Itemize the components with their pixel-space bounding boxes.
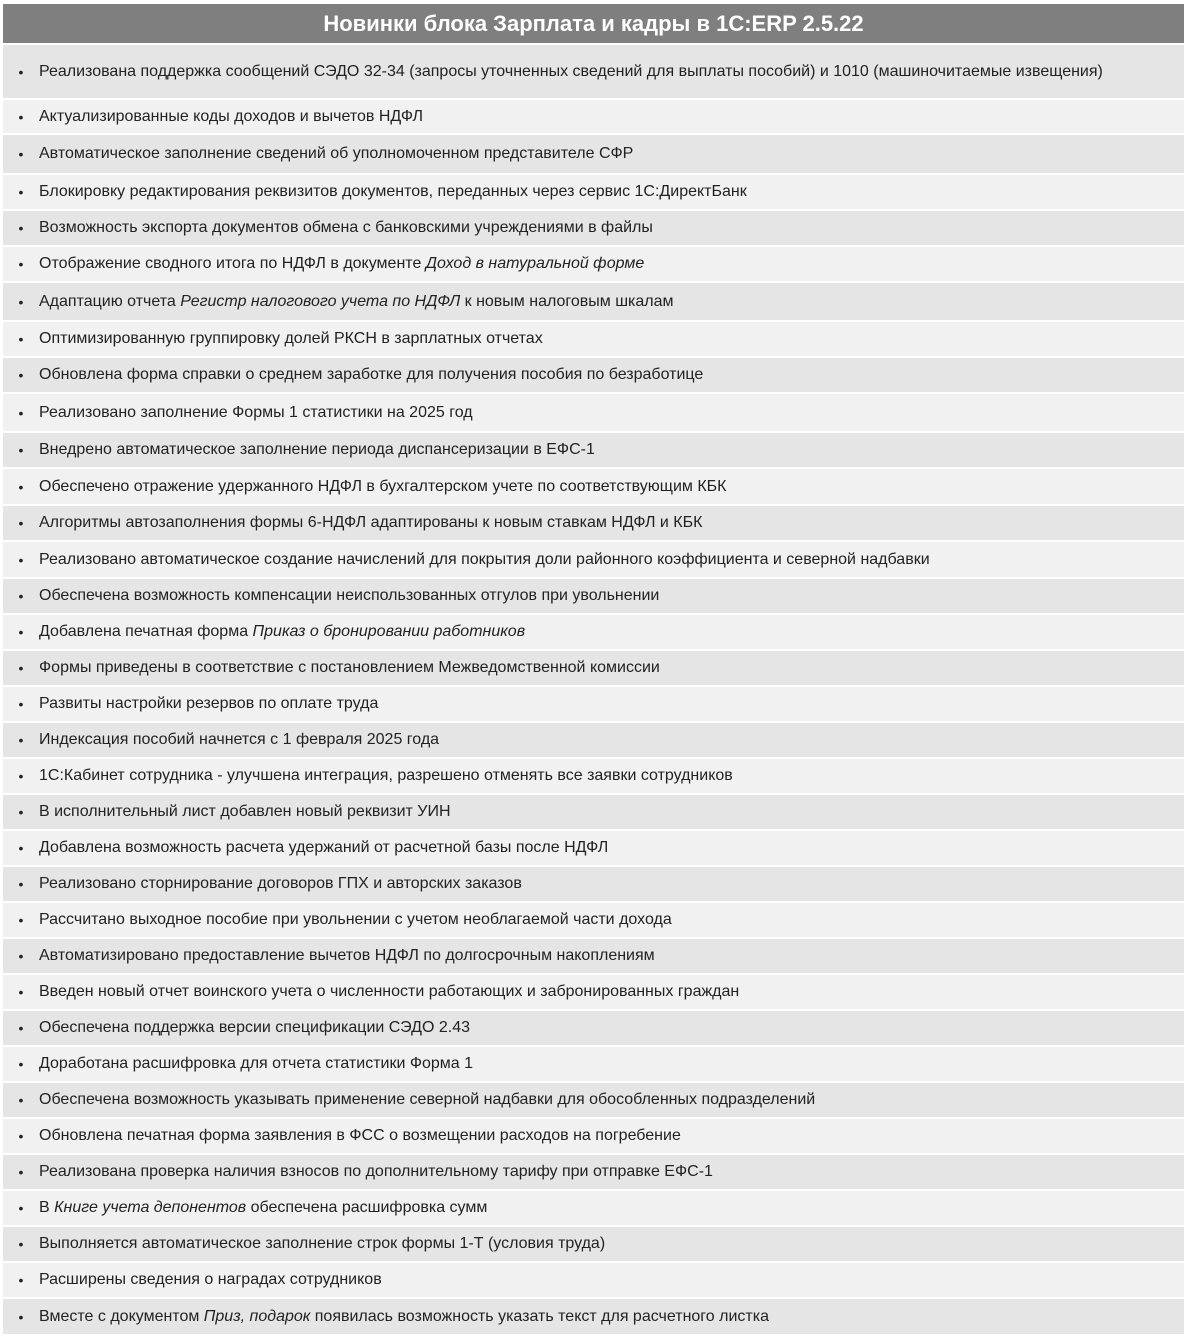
text-segment: Индексация пособий начнется с 1 февраля 2025 года	[39, 731, 440, 748]
text-segment: Автоматизировано предоставление вычетов НДФЛ по долгосрочным накоплениям	[39, 947, 655, 964]
list-item	[3, 506, 1184, 542]
list-item-text	[39, 1017, 1184, 1039]
bullet-icon: •	[18, 515, 24, 531]
list-item-text	[39, 837, 1184, 859]
list-item-text	[39, 439, 1184, 461]
document-name-italic: Регистр налогового учета по НДФЛ	[180, 292, 461, 310]
bullet-icon: •	[18, 948, 24, 964]
text-segment: к новым налоговым шкалам	[460, 292, 674, 310]
text-segment: Блокировку редактирования реквизитов документов, переданных через сервис 1С:ДиректБанк	[39, 183, 747, 200]
bullet-icon: •	[18, 478, 24, 495]
text-segment: Возможность экспорта документов обмена с банковскими учреждениями в файлы	[39, 219, 653, 236]
list-item-text	[39, 217, 1184, 239]
list-item	[3, 975, 1184, 1011]
table-header	[3, 4, 1184, 43]
list-item	[3, 831, 1184, 867]
bullet-icon: •	[18, 1236, 24, 1252]
bullet-icon: •	[18, 732, 24, 748]
text-segment: Актуализированные коды доходов и вычетов НДФЛ	[39, 107, 424, 125]
page-title: Новинки блока Зарплата и кадры в 1С:ERP 2.5.22	[323, 10, 864, 36]
list-item	[3, 469, 1184, 506]
bullet-icon: •	[18, 367, 24, 383]
list-item	[3, 615, 1184, 651]
items-list	[3, 45, 1184, 1336]
bullet-icon: •	[18, 660, 24, 676]
list-item-text	[39, 181, 1184, 203]
list-item	[3, 433, 1184, 469]
bullet-icon: •	[18, 293, 24, 310]
list-item-text	[39, 61, 1184, 83]
text-segment: появилась возможность указать текст для расчетного листка	[310, 1307, 769, 1325]
text-segment: Обновлена печатная форма заявления в ФСС о возмещении расходов на погребение	[39, 1127, 681, 1144]
bullet-icon: •	[18, 1272, 24, 1288]
bullet-icon: •	[18, 184, 24, 200]
document-name-italic: Приказ о бронировании работников	[252, 623, 526, 640]
list-item	[3, 322, 1184, 358]
bullet-icon: •	[18, 1056, 24, 1072]
bullet-icon: •	[18, 1092, 24, 1108]
text-segment: Добавлена печатная форма	[39, 623, 253, 640]
list-item-text	[39, 873, 1184, 895]
list-item-text	[39, 512, 1184, 534]
text-segment: Алгоритмы автозаполнения формы 6-НДФЛ адаптированы к новым ставкам НДФЛ и КБК	[39, 514, 703, 531]
text-segment: Автоматическое заполнение сведений об уполномоченном представителе СФР	[39, 145, 634, 162]
bullet-icon: •	[18, 404, 24, 421]
list-item	[3, 1299, 1184, 1336]
list-item-text	[39, 402, 1184, 424]
text-segment: В исполнительный лист добавлен новый реквизит УИН	[39, 803, 451, 820]
list-item	[3, 903, 1184, 939]
list-item	[3, 867, 1184, 903]
list-item-text	[39, 801, 1184, 823]
list-item-text	[39, 765, 1184, 787]
bullet-icon: •	[18, 108, 24, 125]
list-item	[3, 1047, 1184, 1083]
text-segment: Развиты настройки резервов по оплате труда	[39, 695, 379, 712]
list-item-text	[39, 909, 1184, 931]
text-segment: Расширены сведения о наградах сотрудников	[39, 1271, 382, 1288]
bullet-icon: •	[18, 146, 24, 162]
list-item-text	[39, 657, 1184, 679]
list-item-text	[39, 1161, 1184, 1183]
bullet-icon: •	[18, 912, 24, 928]
list-item	[3, 135, 1184, 175]
list-item	[3, 723, 1184, 759]
text-segment: Обновлена форма справки о среднем заработке для получения пособия по безработице	[39, 366, 704, 383]
text-segment: Внедрено автоматическое заполнение периода диспансеризации в ЕФС-1	[39, 441, 595, 458]
list-item	[3, 795, 1184, 831]
list-item	[3, 759, 1184, 795]
document-name-italic: Приз, подарок	[203, 1307, 311, 1325]
bullet-icon: •	[18, 804, 24, 820]
bullet-icon: •	[18, 1020, 24, 1036]
list-item	[3, 1227, 1184, 1263]
list-item-text	[39, 981, 1184, 1003]
list-item-text	[39, 1306, 1184, 1328]
list-item	[3, 651, 1184, 687]
list-item-text	[39, 729, 1184, 751]
text-segment: Реализовано сторнирование договоров ГПХ и авторских заказов	[39, 875, 522, 892]
bullet-icon: •	[18, 1200, 24, 1216]
list-item	[3, 1155, 1184, 1191]
bullet-icon: •	[18, 551, 24, 568]
bullet-icon: •	[18, 1164, 24, 1180]
text-segment: Введен новый отчет воинского учета о численности работающих и забронированных граждан	[39, 983, 740, 1000]
text-segment: 1С:Кабинет сотрудника - улучшена интеграция, разрешено отменять все заявки сотрудников	[39, 767, 733, 784]
news-table	[3, 4, 1184, 1336]
text-segment: Оптимизированную группировку долей РКСН в зарплатных отчетах	[39, 330, 543, 347]
list-item-text	[39, 693, 1184, 715]
list-item-text	[39, 1125, 1184, 1147]
text-segment: Отображение сводного итога по НДФЛ в документе	[39, 255, 426, 272]
text-segment: Вместе с документом	[39, 1307, 204, 1325]
list-item	[3, 579, 1184, 615]
list-item-text	[39, 1269, 1184, 1291]
text-segment: Доработана расшифровка для отчета статистики Форма 1	[39, 1055, 474, 1072]
bullet-icon: •	[18, 768, 24, 784]
list-item	[3, 542, 1184, 579]
document-name-italic: Книге учета депонентов	[54, 1199, 247, 1216]
list-item	[3, 687, 1184, 723]
bullet-icon: •	[18, 331, 24, 347]
list-item	[3, 283, 1184, 322]
list-item-text	[39, 291, 1184, 313]
text-segment: Добавлена возможность расчета удержаний от расчетной базы после НДФЛ	[39, 839, 609, 856]
list-item-text	[39, 585, 1184, 607]
list-item-text	[39, 945, 1184, 967]
list-item-text	[39, 1053, 1184, 1075]
list-item	[3, 1083, 1184, 1119]
list-item	[3, 939, 1184, 975]
bullet-icon: •	[18, 442, 24, 458]
text-segment: В	[39, 1199, 55, 1216]
list-item	[3, 394, 1184, 433]
text-segment: Реализована проверка наличия взносов по дополнительному тарифу при отправке ЕФС-1	[39, 1163, 713, 1180]
document-name-italic: Доход в натуральной форме	[425, 255, 645, 272]
list-item	[3, 1263, 1184, 1299]
list-item	[3, 211, 1184, 247]
list-item	[3, 1011, 1184, 1047]
text-segment: Выполняется автоматическое заполнение строк формы 1-Т (условия труда)	[39, 1235, 606, 1252]
list-item	[3, 1191, 1184, 1227]
list-item	[3, 100, 1184, 135]
text-segment: Реализована поддержка сообщений СЭДО 32-34 (запросы уточненных сведений для выплаты пособий) и 1010 (машиночитаемые извещения)	[39, 62, 1103, 80]
list-item	[3, 247, 1184, 283]
bullet-icon: •	[18, 624, 24, 640]
list-item	[3, 45, 1184, 100]
text-segment: Рассчитано выходное пособие при увольнении с учетом необлагаемой части дохода	[39, 911, 672, 928]
list-item	[3, 358, 1184, 394]
bullet-icon: •	[18, 63, 24, 80]
text-segment: Обеспечена возможность компенсации неиспользованных отгулов при увольнении	[39, 587, 660, 604]
list-item	[3, 175, 1184, 211]
text-segment: Обеспечено отражение удержанного НДФЛ в бухгалтерском учете по соответствующим КБК	[39, 477, 727, 495]
list-item-text	[39, 476, 1184, 498]
list-item-text	[39, 549, 1184, 571]
list-item-text	[39, 621, 1184, 643]
bullet-icon: •	[18, 1128, 24, 1144]
text-segment: Обеспечена возможность указывать применение северной надбавки для обособленных подразделений	[39, 1091, 816, 1108]
list-item-text	[39, 1197, 1184, 1219]
list-item-text	[39, 106, 1184, 128]
list-item-text	[39, 328, 1184, 350]
bullet-icon: •	[18, 256, 24, 272]
bullet-icon: •	[18, 588, 24, 604]
bullet-icon: •	[18, 840, 24, 856]
list-item-text	[39, 364, 1184, 386]
text-segment: Реализовано автоматическое создание начислений для покрытия доли районного коэффициента и северной надбавки	[39, 550, 930, 568]
text-segment: Формы приведены в соответствие с постановлением Межведомственной комиссии	[39, 659, 660, 676]
list-item-text	[39, 1089, 1184, 1111]
text-segment: обеспечена расшифровка сумм	[246, 1199, 488, 1216]
list-item-text	[39, 253, 1184, 275]
list-item-text	[39, 1233, 1184, 1255]
bullet-icon: •	[18, 696, 24, 712]
bullet-icon: •	[18, 984, 24, 1000]
text-segment: Обеспечена поддержка версии спецификации СЭДО 2.43	[39, 1019, 470, 1036]
list-item-text	[39, 143, 1184, 165]
bullet-icon: •	[18, 220, 24, 236]
text-segment: Реализовано заполнение Формы 1 статистики на 2025 год	[39, 403, 473, 421]
text-segment: Адаптацию отчета	[39, 292, 181, 310]
bullet-icon: •	[18, 876, 24, 892]
list-item	[3, 1119, 1184, 1155]
bullet-icon: •	[18, 1308, 24, 1325]
